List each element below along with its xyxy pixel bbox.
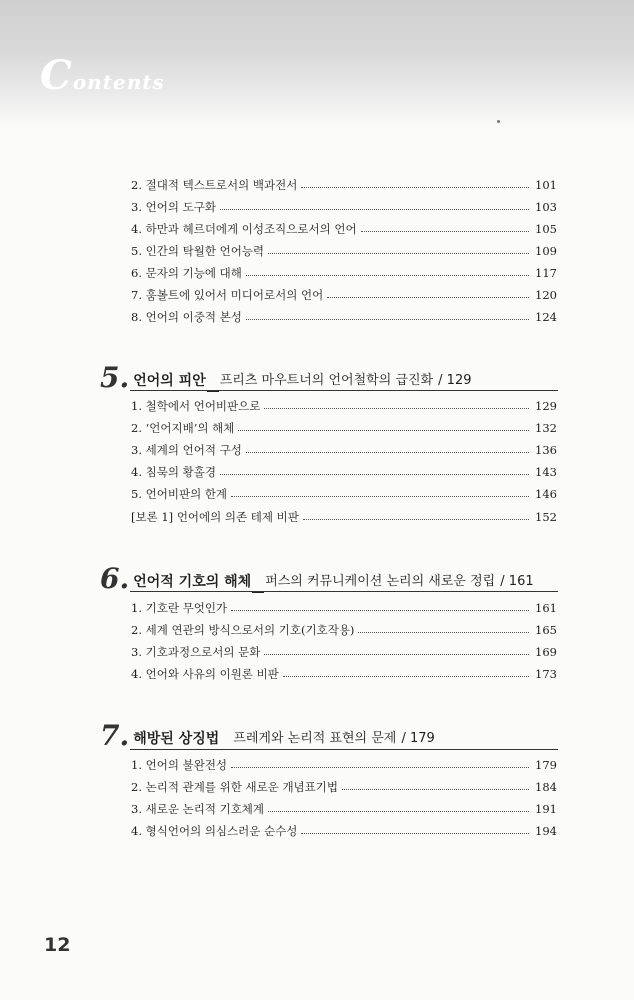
chapter-title: 언어적 기호의 해체 (133, 574, 252, 590)
leader-dots (283, 676, 529, 677)
toc-entry[interactable] (131, 415, 557, 435)
entry-page: 152 (535, 510, 557, 524)
chapter-subtitle: 프레게와 논리적 표현의 문제 (233, 731, 397, 746)
leader-dots (301, 833, 529, 834)
entry-title: 6. 문자의 기능에 대해 (131, 266, 242, 280)
leader-dots (268, 253, 529, 254)
entry-page: 105 (535, 222, 557, 236)
toc-entry[interactable] (131, 661, 557, 681)
entry-page: 120 (535, 288, 557, 302)
leader-dots (264, 654, 529, 655)
chapter-number: 7. (100, 719, 130, 752)
leader-dots (268, 811, 529, 812)
entry-page: 129 (535, 399, 557, 413)
leader-dots (231, 767, 529, 768)
chapter-heading-5[interactable] (100, 362, 471, 392)
entry-page: 194 (535, 824, 557, 838)
entry-page: 136 (535, 443, 557, 457)
entry-page: 173 (535, 667, 557, 681)
entry-page: 146 (535, 487, 557, 501)
entry-title: 2. 세계 연관의 방식으로서의 기호(기호작용) (131, 623, 355, 637)
entry-page: 101 (535, 178, 557, 192)
toc-entry[interactable] (131, 194, 557, 214)
toc-entry[interactable] (131, 459, 557, 479)
entry-page: 132 (535, 421, 557, 435)
leader-dots (246, 275, 529, 276)
entry-title: 2. 절대적 텍스트로서의 백과전서 (131, 178, 298, 192)
entry-title: 3. 언어의 도구화 (131, 200, 216, 214)
leader-dots (246, 319, 529, 320)
toc-entry[interactable] (131, 752, 557, 772)
chapter-rule (130, 749, 558, 750)
toc-entry[interactable] (131, 481, 557, 501)
toc-entry[interactable] (131, 504, 557, 524)
entry-title: 1. 언어의 불완전성 (131, 758, 228, 772)
entry-title: 5. 인간의 탁월한 언어능력 (131, 244, 265, 258)
toc-entry[interactable] (131, 238, 557, 258)
toc-entry[interactable] (131, 818, 557, 838)
page-number: 12 (44, 934, 71, 956)
entry-title: 3. 기호과정으로서의 문화 (131, 645, 261, 659)
speck-mark (497, 120, 500, 123)
leader-dots (301, 187, 529, 188)
entry-page: 179 (535, 758, 557, 772)
toc-entry[interactable] (131, 282, 557, 302)
chapter-page: / 179 (401, 731, 435, 746)
leader-dots (220, 209, 529, 210)
title-underscore (220, 735, 232, 750)
entry-page: 124 (535, 310, 557, 324)
entry-title: 1. 철학에서 언어비판으로 (131, 399, 261, 413)
entry-title: 5. 언어비판의 한계 (131, 487, 228, 501)
chapter-subtitle: 퍼스의 커뮤니케이션 논리의 새로운 정립 (265, 574, 496, 589)
chapter-page: / 161 (500, 574, 534, 589)
toc-entry[interactable] (131, 393, 557, 413)
entry-title: 4. 침묵의 황홀경 (131, 465, 216, 479)
entry-title: 4. 하만과 헤르더에게 이성조직으로서의 언어 (131, 222, 357, 236)
leader-dots (231, 496, 529, 497)
chapter-title: 언어의 피안 (133, 373, 206, 389)
leader-dots (342, 789, 529, 790)
chapter-rule (130, 390, 558, 391)
entry-page: 143 (535, 465, 557, 479)
leader-dots (361, 231, 529, 232)
toc-entry[interactable] (131, 172, 557, 192)
toc-entry[interactable] (131, 796, 557, 816)
entry-page: 103 (535, 200, 557, 214)
leader-dots (303, 519, 529, 520)
contents-heading (40, 52, 165, 99)
toc-entry[interactable] (131, 617, 557, 637)
leader-dots (358, 632, 529, 633)
entry-title: 7. 훔볼트에 있어서 미디어로서의 언어 (131, 288, 324, 302)
chapter-heading-7[interactable] (100, 720, 435, 750)
chapter-heading-6[interactable] (100, 563, 534, 593)
leader-dots (220, 474, 529, 475)
chapter-number: 6. (100, 562, 130, 595)
entry-page: 169 (535, 645, 557, 659)
toc-entry[interactable] (131, 216, 557, 236)
chapter-rule (130, 591, 558, 592)
entry-title: [보론 1] 언어에의 의존 테제 비판 (131, 510, 299, 524)
entry-title: 4. 형식언어의 의심스러운 순수성 (131, 824, 298, 838)
entry-title: 2. 논리적 관계를 위한 새로운 개념표기법 (131, 780, 338, 794)
entry-page: 109 (535, 244, 557, 258)
contents-heading-initial: C (40, 52, 73, 99)
entry-page: 117 (535, 266, 557, 280)
chapter-subtitle: 프리츠 마우트너의 언어철학의 급진화 (219, 373, 434, 388)
chapter-title: 해방된 상징법 (133, 731, 220, 747)
toc-entry[interactable] (131, 639, 557, 659)
contents-heading-rest: ontents (72, 70, 165, 94)
leader-dots (264, 408, 529, 409)
toc-entry[interactable] (131, 437, 557, 457)
entry-title: 8. 언어의 이중적 본성 (131, 310, 242, 324)
leader-dots (231, 610, 529, 611)
entry-title: 4. 언어와 사유의 이원론 비판 (131, 667, 279, 681)
leader-dots (246, 452, 529, 453)
toc-entry[interactable] (131, 260, 557, 280)
chapter-number: 5. (100, 361, 130, 394)
entry-page: 165 (535, 623, 557, 637)
chapter-page: / 129 (438, 373, 472, 388)
toc-entry[interactable] (131, 595, 557, 615)
entry-title: 1. 기호란 무엇인가 (131, 601, 228, 615)
entry-page: 184 (535, 780, 557, 794)
entry-title: 2. ‘언어지배’의 해체 (131, 421, 235, 435)
entry-page: 161 (535, 601, 557, 615)
toc-entry[interactable] (131, 774, 557, 794)
toc-entry[interactable] (131, 304, 557, 324)
leader-dots (327, 297, 529, 298)
entry-title: 3. 새로운 논리적 기호체계 (131, 802, 265, 816)
leader-dots (238, 430, 529, 431)
entry-page: 191 (535, 802, 557, 816)
entry-title: 3. 세계의 언어적 구성 (131, 443, 242, 457)
